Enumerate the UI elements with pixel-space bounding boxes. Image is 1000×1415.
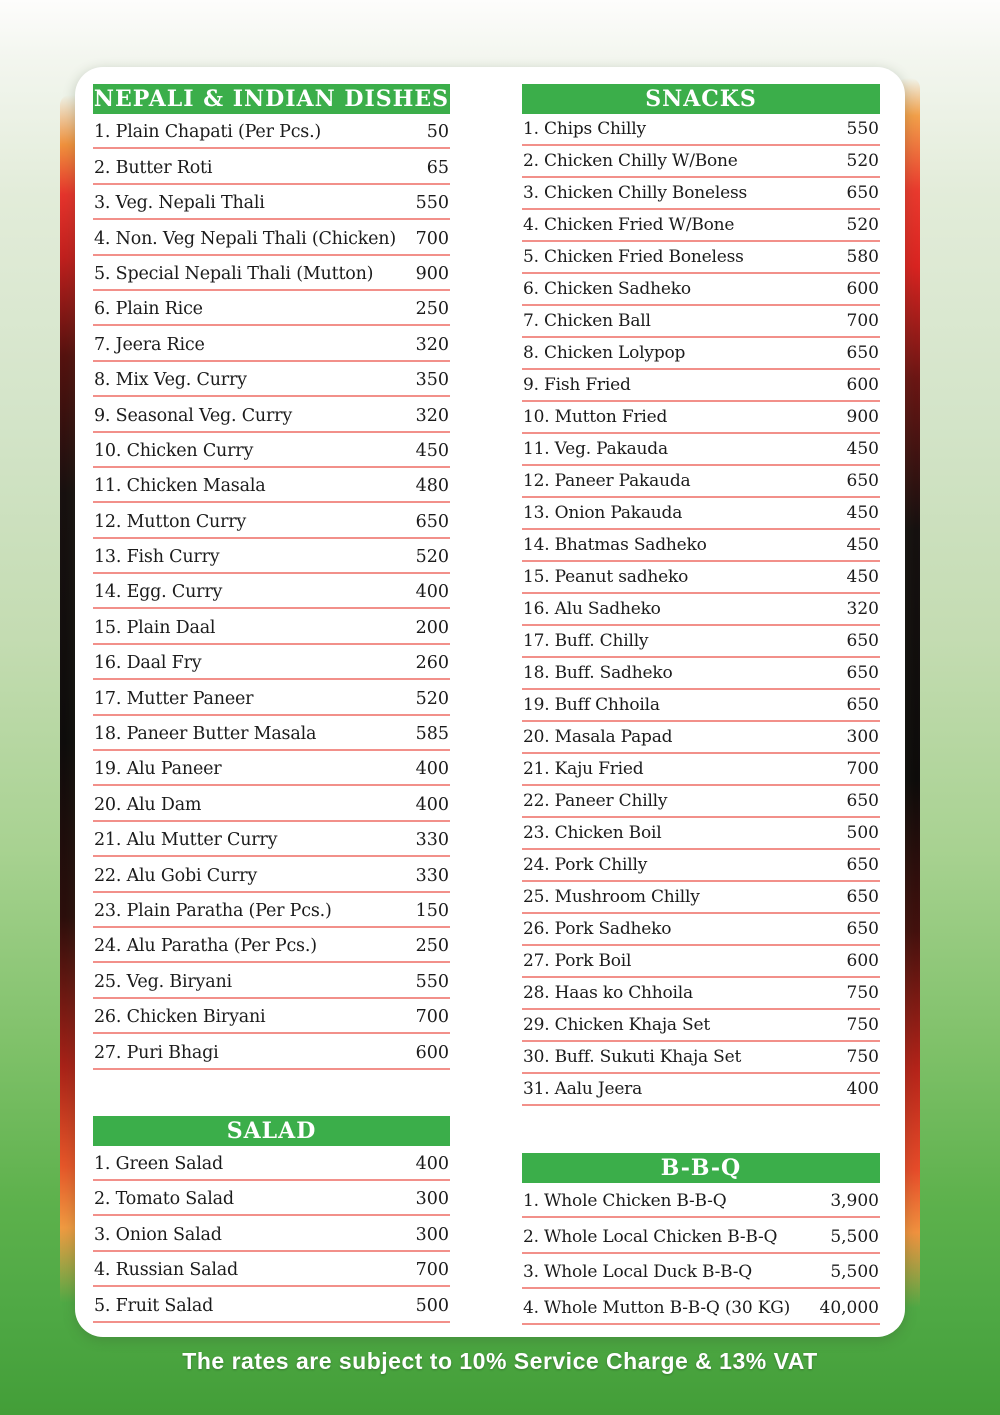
menu-item-name: 21. Alu Mutter Curry [94,830,278,851]
menu-item-row [522,562,880,594]
menu-item-row [522,370,880,402]
menu-item-row [93,397,450,432]
menu-item-row [522,818,880,850]
menu-item-row [522,178,880,210]
menu-item-name: 13. Onion Pakauda [523,503,683,523]
menu-item-name: 11. Chicken Masala [94,476,266,497]
menu-item-name: 5. Special Nepali Thali (Mutton) [94,263,374,284]
menu-item-price: 300 [846,727,879,747]
menu-item-name: 10. Chicken Curry [94,440,254,461]
menu-item-price: 750 [846,983,879,1003]
menu-column-right [522,84,880,1325]
menu-item-row [522,850,880,882]
menu-item-row [522,402,880,434]
menu-item-name: 6. Plain Rice [94,299,203,320]
menu-item-price: 500 [415,1295,449,1316]
menu-item-row [522,1042,880,1074]
menu-item-row [522,754,880,786]
menu-item-name: 15. Plain Daal [94,617,216,638]
menu-item-name: 16. Alu Sadheko [523,599,661,619]
menu-item-name: 3. Onion Salad [94,1224,222,1245]
menu-item-name: 5. Chicken Fried Boneless [523,247,744,267]
menu-item-row [93,786,450,821]
menu-item-name: 17. Mutter Paneer [94,688,254,709]
footer-note-text: The rates are subject to 10% Service Charge & 13% VAT [182,1348,818,1374]
menu-item-row [93,963,450,998]
menu-item-row [93,362,450,397]
menu-item-name: 25. Mushroom Chilly [523,887,700,907]
menu-item-row [522,1074,880,1106]
menu-item-price: 450 [846,503,879,523]
menu-item-name: 11. Veg. Pakauda [523,439,668,459]
menu-item-name: 4. Russian Salad [94,1260,238,1281]
menu-item-row [93,1034,450,1069]
section-title: NEPALI & INDIAN DISHES [93,86,450,112]
menu-item-row [522,594,880,626]
menu-item-price: 700 [415,1007,449,1028]
menu-item-row [93,857,450,892]
menu-item-price: 650 [846,855,879,875]
menu-item-name: 26. Pork Sadheko [523,919,672,939]
menu-item-name: 13. Fish Curry [94,547,220,568]
menu-item-price: 350 [415,370,449,391]
menu-item-name: 12. Mutton Curry [94,511,247,532]
menu-item-price: 450 [846,535,879,555]
menu-item-row [522,242,880,274]
menu-item-row [93,291,450,326]
menu-item-price: 150 [415,900,449,921]
menu-item-row [93,326,450,361]
menu-item-name: 22. Alu Gobi Curry [94,865,258,886]
section-rows-nepali-indian-dishes [93,114,450,1070]
menu-item-name: 24. Alu Paratha (Per Pcs.) [94,936,317,957]
menu-item-price: 320 [846,599,879,619]
section-header-nepali-indian-dishes [93,84,450,114]
menu-item-row [522,882,880,914]
menu-item-row [93,999,450,1034]
menu-item-row [522,498,880,530]
menu-item-name: 8. Chicken Lolypop [523,343,686,363]
menu-item-row [93,185,450,220]
menu-column-left [93,84,450,1323]
menu-item-name: 15. Peanut sadheko [523,567,689,587]
menu-item-row [522,434,880,466]
menu-item-price: 585 [415,724,449,745]
menu-item-price: 400 [846,1079,879,1099]
menu-item-name: 27. Puri Bhagi [94,1042,219,1063]
menu-item-price: 3,900 [830,1191,879,1212]
menu-item-name: 7. Jeera Rice [94,334,205,355]
menu-item-name: 6. Chicken Sadheko [523,279,691,299]
menu-item-name: 2. Butter Roti [94,157,213,178]
menu-item-name: 8. Mix Veg. Curry [94,370,247,391]
menu-item-name: 4. Whole Mutton B-B-Q (30 KG) [523,1297,791,1318]
menu-item-name: 3. Veg. Nepali Thali [94,193,265,214]
menu-item-name: 16. Daal Fry [94,653,202,674]
menu-item-row [522,530,880,562]
menu-item-row [93,716,450,751]
menu-item-price: 650 [846,343,879,363]
menu-item-name: 22. Paneer Chilly [523,791,668,811]
menu-item-price: 650 [846,471,879,491]
menu-item-row [522,786,880,818]
menu-item-name: 14. Bhatmas Sadheko [523,535,707,555]
menu-item-price: 750 [846,1015,879,1035]
menu-item-name: 27. Pork Boil [523,951,632,971]
menu-item-price: 200 [415,617,449,638]
menu-item-price: 400 [415,759,449,780]
menu-item-row [93,220,450,255]
menu-item-name: 9. Fish Fried [523,375,631,395]
menu-item-row [522,946,880,978]
menu-item-name: 29. Chicken Khaja Set [523,1015,711,1035]
menu-item-row [93,1216,450,1251]
menu-item-row [93,680,450,715]
menu-item-row [93,114,450,149]
menu-item-row [93,468,450,503]
menu-item-row [93,433,450,468]
menu-item-price: 700 [846,311,879,331]
menu-item-price: 650 [846,183,879,203]
menu-item-name: 17. Buff. Chilly [523,631,649,651]
menu-item-name: 18. Buff. Sadheko [523,663,673,683]
menu-item-row [93,609,450,644]
menu-item-row [93,751,450,786]
menu-item-row [522,690,880,722]
menu-item-price: 650 [846,695,879,715]
menu-item-row [93,1252,450,1287]
section-title: B-B-Q [660,1155,742,1181]
menu-item-row [522,1289,880,1324]
menu-item-price: 300 [415,1189,449,1210]
menu-item-price: 330 [415,830,449,851]
menu-item-price: 650 [415,511,449,532]
menu-item-price: 520 [415,547,449,568]
menu-item-price: 520 [415,688,449,709]
menu-item-price: 450 [846,567,879,587]
menu-item-name: 4. Non. Veg Nepali Thali (Chicken) [94,228,396,249]
menu-item-price: 320 [415,334,449,355]
section-header-salad [93,1116,450,1146]
menu-item-price: 320 [415,405,449,426]
menu-item-price: 650 [846,663,879,683]
menu-item-price: 400 [415,794,449,815]
menu-item-name: 21. Kaju Fried [523,759,644,779]
menu-item-name: 31. Aalu Jeera [523,1079,643,1099]
menu-item-row [93,503,450,538]
menu-item-price: 750 [846,1047,879,1067]
menu-item-name: 2. Whole Local Chicken B-B-Q [523,1226,778,1247]
menu-item-row [93,822,450,857]
menu-item-price: 450 [846,439,879,459]
section-header-snacks [522,84,880,114]
menu-item-price: 40,000 [819,1297,879,1318]
menu-item-name: 28. Haas ko Chhoila [523,983,693,1003]
menu-item-name: 3. Whole Local Duck B-B-Q [523,1262,753,1283]
menu-item-row [522,1183,880,1218]
menu-item-name: 26. Chicken Biryani [94,1007,266,1028]
menu-item-price: 450 [415,440,449,461]
menu-item-name: 12. Paneer Pakauda [523,471,691,491]
menu-item-price: 600 [415,1042,449,1063]
menu-item-price: 650 [846,791,879,811]
menu-item-price: 400 [415,582,449,603]
menu-item-name: 30. Buff. Sukuti Khaja Set [523,1047,742,1067]
menu-item-name: 1. Chips Chilly [523,119,646,139]
menu-item-name: 19. Buff Chhoila [523,695,660,715]
menu-item-row [522,1218,880,1253]
menu-item-price: 500 [846,823,879,843]
menu-item-row [522,978,880,1010]
menu-item-price: 600 [846,375,879,395]
menu-item-row [93,256,450,291]
menu-item-price: 700 [846,759,879,779]
menu-item-price: 50 [426,122,449,143]
section-rows-snacks [522,114,880,1106]
menu-item-row [93,1146,450,1181]
menu-item-price: 5,500 [830,1262,879,1283]
menu-item-name: 23. Chicken Boil [523,823,662,843]
menu-item-name: 23. Plain Paratha (Per Pcs.) [94,900,332,921]
menu-item-row [93,149,450,184]
menu-item-price: 580 [846,247,879,267]
menu-item-row [522,114,880,146]
menu-item-price: 400 [415,1153,449,1174]
menu-item-price: 300 [415,1224,449,1245]
menu-item-row [93,1287,450,1322]
menu-item-price: 600 [846,951,879,971]
menu-item-price: 550 [846,119,879,139]
menu-item-name: 1. Green Salad [94,1153,224,1174]
menu-item-price: 550 [415,193,449,214]
menu-item-price: 900 [415,263,449,284]
section-bbq [522,1153,880,1325]
menu-item-name: 19. Alu Paneer [94,759,222,780]
menu-item-price: 250 [415,299,449,320]
menu-item-row [93,645,450,680]
menu-item-name: 1. Whole Chicken B-B-Q [523,1191,727,1212]
menu-item-price: 700 [415,228,449,249]
menu-item-name: 4. Chicken Fried W/Bone [523,215,735,235]
menu-item-row [522,274,880,306]
menu-item-row [93,574,450,609]
menu-item-name: 9. Seasonal Veg. Curry [94,405,293,426]
menu-item-row [93,893,450,928]
menu-item-price: 260 [415,653,449,674]
menu-item-row [522,914,880,946]
menu-item-name: 20. Alu Dam [94,794,202,815]
menu-item-row [522,1254,880,1289]
menu-item-price: 520 [846,151,879,171]
menu-item-name: 20. Masala Papad [523,727,673,747]
menu-item-price: 250 [415,936,449,957]
menu-item-row [522,466,880,498]
menu-item-row [522,306,880,338]
menu-item-row [522,658,880,690]
menu-item-row [93,928,450,963]
menu-item-name: 2. Chicken Chilly W/Bone [523,151,738,171]
menu-item-price: 550 [415,971,449,992]
menu-item-row [522,338,880,370]
menu-item-name: 3. Chicken Chilly Boneless [523,183,748,203]
menu-item-row [93,539,450,574]
menu-item-name: 18. Paneer Butter Masala [94,724,317,745]
menu-item-name: 10. Mutton Fried [523,407,668,427]
section-rows-salad [93,1146,450,1323]
section-title: SALAD [226,1117,317,1144]
menu-card [75,67,905,1337]
menu-item-price: 330 [415,865,449,886]
menu-item-price: 650 [846,887,879,907]
menu-item-price: 65 [426,157,449,178]
section-salad [93,1116,450,1323]
menu-item-row [522,210,880,242]
menu-item-price: 5,500 [830,1226,879,1247]
menu-item-price: 600 [846,279,879,299]
menu-item-price: 480 [415,476,449,497]
menu-item-name: 24. Pork Chilly [523,855,648,875]
menu-item-name: 25. Veg. Biryani [94,971,232,992]
menu-item-price: 650 [846,919,879,939]
menu-item-name: 1. Plain Chapati (Per Pcs.) [94,122,322,143]
menu-item-name: 2. Tomato Salad [94,1189,234,1210]
menu-item-price: 700 [415,1260,449,1281]
menu-item-row [522,1010,880,1042]
section-nepali-indian-dishes [93,84,450,1070]
menu-item-row [522,626,880,658]
menu-item-name: 5. Fruit Salad [94,1295,214,1316]
menu-item-row [93,1181,450,1216]
menu-item-row [522,146,880,178]
menu-item-price: 650 [846,631,879,651]
menu-item-row [522,722,880,754]
footer-note [0,1348,1000,1375]
menu-item-price: 900 [846,407,879,427]
menu-item-name: 7. Chicken Ball [523,311,651,331]
menu-item-price: 520 [846,215,879,235]
section-rows-bbq [522,1183,880,1325]
menu-item-name: 14. Egg. Curry [94,582,223,603]
section-header-bbq [522,1153,880,1183]
section-snacks [522,84,880,1106]
section-title: SNACKS [645,86,757,112]
